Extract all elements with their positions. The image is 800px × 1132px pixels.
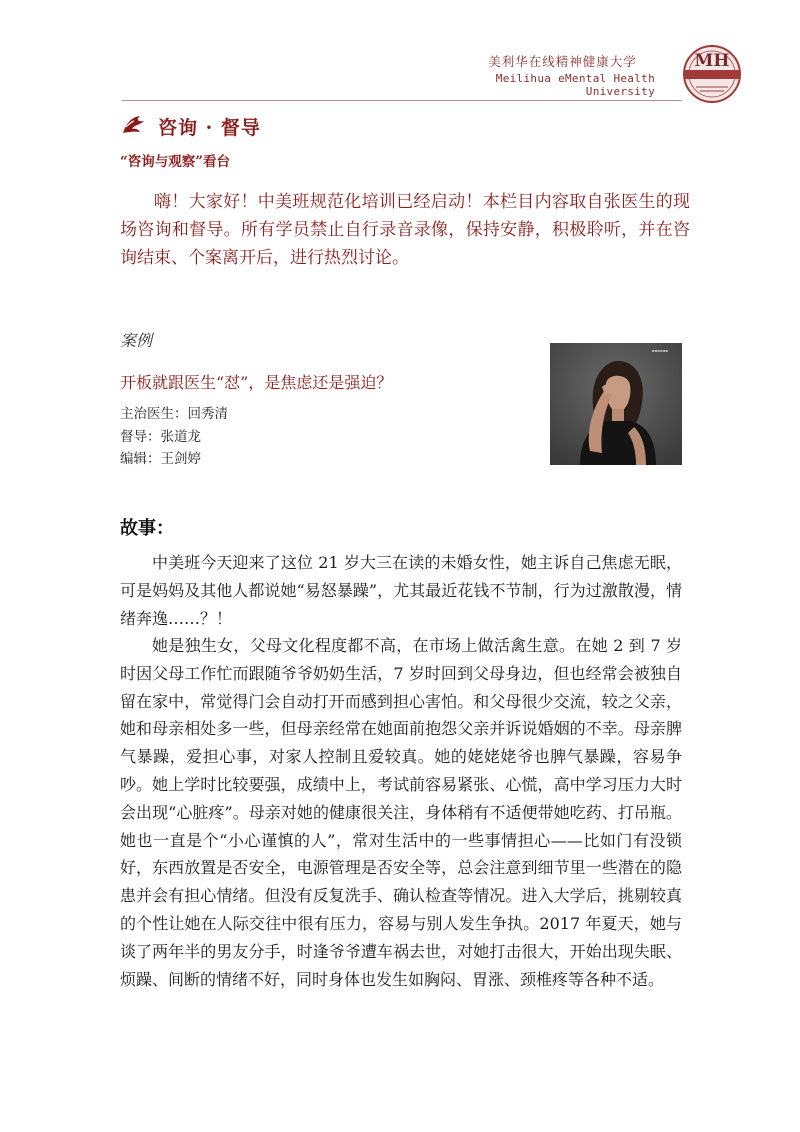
logo-monogram: MH — [694, 51, 730, 71]
intro-paragraph: 嗨！大家好！中美班规范化培训已经启动！本栏目内容取自张医生的现场咨询和督导。所有学员禁止自行录音录像，保持安静，积极聆听，并在咨询结束、个案离开后，进行热烈讨论。 — [120, 192, 690, 268]
case-doctor: 主治医生：回秀清 — [120, 406, 228, 422]
story-paragraph: 中美班今天迎来了这位 21 岁大三在读的未婚女性，她主诉自己焦虑无眠，可是妈妈及其他人都说她“易怒暴躁”，尤其最近花钱不节制，行为过激散漫，情绪奔逸……？！ — [120, 553, 682, 628]
story-heading: 故事： — [120, 518, 174, 539]
mh-seal-logo — [682, 44, 742, 104]
section-title: 咨询 · 督导 — [158, 117, 261, 139]
distressed-woman-photo — [550, 343, 682, 465]
header-divider — [122, 100, 682, 101]
case-title: 开板就跟医生“怼”，是焦虑还是强迫？ — [120, 373, 393, 392]
story-paragraph: 她是独生女，父母文化程度都不高，在市场上做活禽生意。在她 2 到 7 岁时因父母工作忙而跟随爷爷奶奶生活，7 岁时回到父母身边，但也经常会被独自留在家中，常觉得门会自动打开而感到担心害怕。和父母很少交流，较之父亲，她和母亲相处多一些，但母亲经常在她面前抱怨父亲并诉说婚姻的不幸。母亲脾气暴躁，爱担心事，对家人控制且爱较真。她的姥姥姥爷也脾气暴躁，容易争吵。她上学时比较要强，成绩中上，考试前容易紧张、心慌，高中学习压力大时会出现“心脏疼”。母亲对她的健康很关注，身体稍有不适便带她吃药、打吊瓶。她也一直是个“小心谨慎的人”，常对生活中的一些事情担心——比如门有没锁好，东西放置是否安全，电源管理是否安全等，总会注意到细节里一些潜在的隐患并会有担心情绪。但没有反复洗手、确认检查等情况。进入大学后，挑剔较真的个性让她在人际交往中很有压力，容易与别人发生争执。2017 年夏天，她与谈了两年半的男友分手，时逢爷爷遭车祸去世，对她打击很大，开始出现失眠、烦躁、间断的情绪不好，同时身体也发生如胸闷、胃涨、颈椎疼等各种不适。 — [120, 636, 682, 989]
section-subtitle: “咨询与观察”看台 — [120, 154, 231, 170]
university-name-en: Meilihua eMental Health University — [495, 72, 655, 98]
case-editor: 编辑：王剑婷 — [120, 451, 201, 467]
dragon-emblem-icon — [120, 113, 148, 137]
case-supervisor: 督导：张道龙 — [120, 429, 201, 445]
svg-text:▪▪▪▪▪▪: ▪▪▪▪▪▪ — [651, 348, 668, 353]
case-label: 案例 — [120, 331, 153, 350]
university-name-cn: 美利华在线精神健康大学 — [488, 54, 637, 69]
